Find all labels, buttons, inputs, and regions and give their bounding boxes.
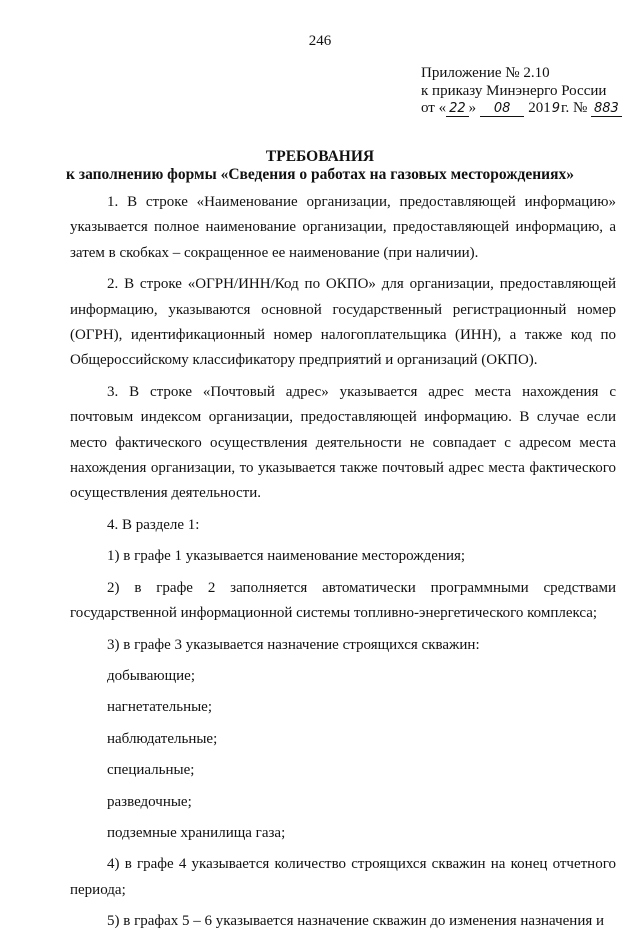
paragraph: 3. В строке «Почтовый адрес» указывается адрес места нахождения с почтовым индексом организации, предоставляющей информацию. В случае если место фактического осуществления деятельности не совпадает с адресом места нахождения организации, то указывается также почтовый адрес места фактического осуществления деятельности. (70, 383, 616, 502)
handwritten-order-number: 883 (591, 101, 622, 117)
list-item: подземные хранилища газа; (107, 824, 286, 841)
document-body (70, 190, 616, 935)
list-item: специальные; (107, 762, 195, 779)
paragraph: 2. В строке «ОГРН/ИНН/Код по ОКПО» для организации, предоставляющей информацию, указываются основной государственный регистрационный номер (ОГРН), идентификационный номер налогоплательщика (ИНН), а также код по Общероссийскому классификатору предприятий и организаций (ОКПО). (70, 276, 616, 369)
year-prefix: 201 (528, 100, 551, 116)
date-prefix: от « (421, 100, 447, 116)
appendix-date-line (421, 100, 622, 118)
paragraph: 2) в графе 2 заполняется автоматически программными средствами государственной информационной системы топливно-энергетического комплекса; (70, 579, 616, 622)
document-title: ТРЕБОВАНИЯ (265, 148, 375, 165)
appendix-title: Приложение № 2.10 (421, 65, 550, 81)
date-mid: » (468, 100, 477, 116)
paragraph: 1) в графе 1 указывается наименование месторождения; (107, 548, 466, 565)
appendix-header (421, 65, 622, 118)
handwritten-day: 22 (446, 101, 469, 117)
paragraph: 4) в графе 4 указывается количество строящихся скважин на конец отчетного периода; (70, 856, 616, 898)
paragraph: 4. В разделе 1: (107, 516, 200, 533)
list-item: нагнетательные; (107, 699, 212, 716)
order-suffix: г. № (560, 100, 588, 116)
document-subtitle: к заполнению формы «Сведения о работах на газовых месторождениях» (66, 166, 574, 183)
list-item: добывающие; (107, 667, 195, 684)
page-number: 246 (308, 33, 332, 49)
handwritten-month: 08 (480, 101, 525, 117)
paragraph: 5) в графах 5 – 6 указывается назначение скважин до изменения назначения и (107, 913, 605, 930)
paragraph: 1. В строке «Наименование организации, предоставляющей информацию» указывается полное наименование организации, предоставляющей информацию, а затем в скобках – сокращенное ее наименование (при наличии). (70, 194, 616, 261)
handwritten-year-digit: 9 (551, 101, 560, 116)
list-item: наблюдательные; (107, 730, 218, 747)
appendix-order-ref: к приказу Минэнерго России (421, 82, 607, 99)
list-item: разведочные; (107, 793, 192, 810)
paragraph: 3) в графе 3 указывается назначение строящихся скважин: (107, 636, 480, 653)
